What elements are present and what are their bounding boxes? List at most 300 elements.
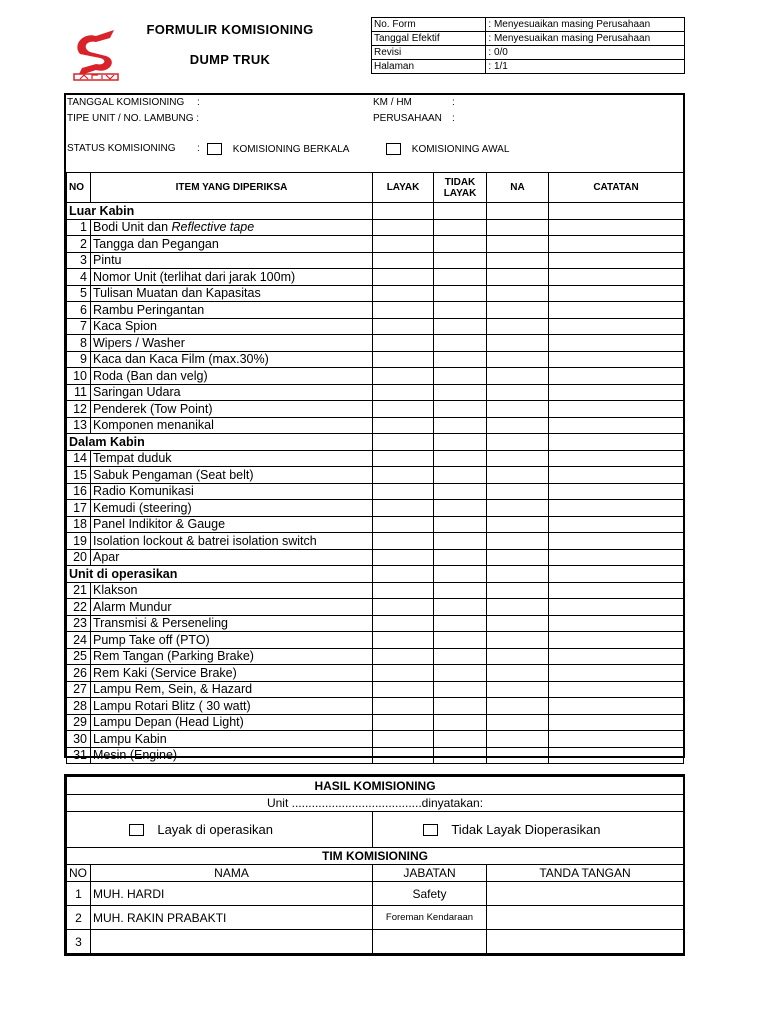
catatan-cell[interactable] <box>549 219 684 236</box>
blank-cell <box>373 203 434 220</box>
item-no: 31 <box>67 747 91 764</box>
item-label <box>91 615 373 632</box>
na-cell[interactable] <box>487 582 549 599</box>
item-label <box>91 285 373 302</box>
na-cell[interactable] <box>487 533 549 550</box>
catatan-cell[interactable] <box>549 747 684 764</box>
item-text: Radio Komunikasi <box>93 484 194 499</box>
section-title: Luar Kabin <box>67 203 373 220</box>
tidak-layak-cell[interactable] <box>434 335 487 352</box>
item-no: 26 <box>67 665 91 682</box>
tidak-layak-cell[interactable] <box>434 450 487 467</box>
layak-cell[interactable] <box>373 318 434 335</box>
na-cell[interactable] <box>487 417 549 434</box>
catatan-cell[interactable] <box>549 467 684 484</box>
item-no: 5 <box>67 285 91 302</box>
na-cell[interactable] <box>487 500 549 517</box>
layak-cell[interactable] <box>373 599 434 616</box>
layak-cell[interactable] <box>373 698 434 715</box>
checklist-row <box>67 698 684 715</box>
na-cell[interactable] <box>487 681 549 698</box>
checklist-row <box>67 219 684 236</box>
tidak-layak-label: Tidak Layak Dioperasikan <box>451 821 601 837</box>
layak-cell[interactable] <box>373 368 434 385</box>
catatan-cell[interactable] <box>549 599 684 616</box>
tidak-layak-cell[interactable] <box>434 698 487 715</box>
na-cell[interactable] <box>487 665 549 682</box>
item-no: 4 <box>67 269 91 286</box>
tidak-layak-cell[interactable] <box>434 318 487 335</box>
blank-cell <box>434 566 487 583</box>
item-text: Transmisi & Perseneling <box>93 616 229 631</box>
status-colon: : <box>197 143 200 154</box>
checklist-row <box>67 450 684 467</box>
tim-ttd-cell[interactable] <box>487 930 684 954</box>
tidak-layak-cell[interactable] <box>434 417 487 434</box>
na-cell[interactable] <box>487 747 549 764</box>
layak-cell[interactable] <box>373 384 434 401</box>
checklist-row <box>67 351 684 368</box>
item-no: 15 <box>67 467 91 484</box>
tidak-layak-cell[interactable] <box>434 747 487 764</box>
catatan-cell[interactable] <box>549 533 684 550</box>
tanggal-colon: : <box>197 97 200 108</box>
na-cell[interactable] <box>487 269 549 286</box>
na-cell[interactable] <box>487 302 549 319</box>
company-logo <box>70 26 122 82</box>
section-row <box>67 203 684 220</box>
col-na: NA <box>487 173 549 203</box>
layak-cell[interactable] <box>373 252 434 269</box>
layak-cell[interactable] <box>373 714 434 731</box>
berkala-option[interactable] <box>207 143 349 155</box>
layak-option[interactable] <box>67 812 373 848</box>
tidak-layak-cell[interactable] <box>434 500 487 517</box>
blank-cell <box>549 203 684 220</box>
item-no: 2 <box>67 236 91 253</box>
meta-row <box>372 32 685 46</box>
item-no: 22 <box>67 599 91 616</box>
checklist-row <box>67 681 684 698</box>
na-cell[interactable] <box>487 219 549 236</box>
meta-label: No. Form <box>372 18 486 32</box>
tidak-layak-cell[interactable] <box>434 665 487 682</box>
item-no: 17 <box>67 500 91 517</box>
catatan-cell[interactable] <box>549 368 684 385</box>
catatan-cell[interactable] <box>549 648 684 665</box>
section-row <box>67 566 684 583</box>
hasil-title: HASIL KOMISIONING <box>67 777 684 795</box>
na-cell[interactable] <box>487 384 549 401</box>
blank-cell <box>487 434 549 451</box>
checklist-row <box>67 533 684 550</box>
col-layak: LAYAK <box>373 173 434 203</box>
item-label <box>91 698 373 715</box>
blank-cell <box>549 566 684 583</box>
item-text: Mesin (Engine) <box>93 748 178 763</box>
item-label <box>91 335 373 352</box>
catatan-cell[interactable] <box>549 549 684 566</box>
checklist-row <box>67 401 684 418</box>
layak-cell[interactable] <box>373 467 434 484</box>
tidak-layak-cell[interactable] <box>434 582 487 599</box>
catatan-cell[interactable] <box>549 450 684 467</box>
tim-jabatan: Safety <box>373 882 487 906</box>
item-label <box>91 500 373 517</box>
item-label <box>91 582 373 599</box>
item-label <box>91 533 373 550</box>
tidak-layak-cell[interactable] <box>434 236 487 253</box>
item-label <box>91 219 373 236</box>
tim-jabatan: Foreman Kendaraan <box>373 906 487 930</box>
tidak-layak-cell[interactable] <box>434 269 487 286</box>
catatan-cell[interactable] <box>549 681 684 698</box>
catatan-cell[interactable] <box>549 351 684 368</box>
blank-cell <box>373 566 434 583</box>
item-no: 23 <box>67 615 91 632</box>
meta-label: Revisi <box>372 46 486 60</box>
item-label <box>91 269 373 286</box>
item-no: 8 <box>67 335 91 352</box>
na-cell[interactable] <box>487 236 549 253</box>
meta-value: : Menyesuaikan masing Perusahaan <box>486 32 685 46</box>
tidak-layak-cell[interactable] <box>434 302 487 319</box>
layak-cell[interactable] <box>373 582 434 599</box>
item-text: Bodi Unit dan <box>93 220 172 235</box>
berkala-checkbox[interactable] <box>207 143 222 155</box>
item-text: Roda (Ban dan velg) <box>93 368 208 383</box>
catatan-cell[interactable] <box>549 285 684 302</box>
item-no: 25 <box>67 648 91 665</box>
catatan-cell[interactable] <box>549 401 684 418</box>
item-label <box>91 417 373 434</box>
form-meta-table <box>371 17 685 74</box>
catatan-cell[interactable] <box>549 516 684 533</box>
item-text: Saringan Udara <box>93 385 181 400</box>
item-no: 10 <box>67 368 91 385</box>
checklist-row <box>67 335 684 352</box>
tidak-layak-checkbox[interactable] <box>423 824 438 836</box>
col-no: NO <box>67 173 91 203</box>
item-label <box>91 483 373 500</box>
layak-cell[interactable] <box>373 483 434 500</box>
catatan-cell[interactable] <box>549 615 684 632</box>
awal-checkbox[interactable] <box>386 143 401 155</box>
layak-cell[interactable] <box>373 236 434 253</box>
hasil-table <box>66 776 684 954</box>
item-label <box>91 368 373 385</box>
na-cell[interactable] <box>487 401 549 418</box>
na-cell[interactable] <box>487 714 549 731</box>
na-cell[interactable] <box>487 318 549 335</box>
layak-cell[interactable] <box>373 665 434 682</box>
tidak-layak-cell[interactable] <box>434 384 487 401</box>
blank-cell <box>434 434 487 451</box>
col-catatan: CATATAN <box>549 173 684 203</box>
checklist-row <box>67 714 684 731</box>
layak-cell[interactable] <box>373 533 434 550</box>
meta-value: : Menyesuaikan masing Perusahaan <box>486 18 685 32</box>
checklist-row <box>67 318 684 335</box>
awal-label: KOMISIONING AWAL <box>411 143 510 155</box>
catatan-cell[interactable] <box>549 500 684 517</box>
na-cell[interactable] <box>487 368 549 385</box>
item-text: Kaca Spion <box>93 319 157 334</box>
catatan-cell[interactable] <box>549 302 684 319</box>
layak-cell[interactable] <box>373 615 434 632</box>
item-text: Tangga dan Pegangan <box>93 236 219 251</box>
item-no: 13 <box>67 417 91 434</box>
item-label <box>91 632 373 649</box>
meta-value: : 1/1 <box>486 60 685 74</box>
tim-col-nama: NAMA <box>91 865 373 882</box>
layak-cell[interactable] <box>373 450 434 467</box>
na-cell[interactable] <box>487 285 549 302</box>
item-text: Penderek (Tow Point) <box>93 401 213 416</box>
item-no: 14 <box>67 450 91 467</box>
catatan-cell[interactable] <box>549 731 684 748</box>
form-subtitle: DUMP TRUK <box>189 52 271 67</box>
layak-cell[interactable] <box>373 285 434 302</box>
checklist-row <box>67 368 684 385</box>
tim-title: TIM KOMISIONING <box>67 848 684 865</box>
checklist-table <box>66 172 684 764</box>
berkala-label: KOMISIONING BERKALA <box>232 143 350 155</box>
catatan-cell[interactable] <box>549 582 684 599</box>
item-no: 11 <box>67 384 91 401</box>
blank-cell <box>373 434 434 451</box>
tidak-layak-cell[interactable] <box>434 599 487 616</box>
checklist-row <box>67 582 684 599</box>
checklist-row <box>67 302 684 319</box>
tim-col-ttd: TANDA TANGAN <box>487 865 684 882</box>
tidak-layak-option[interactable] <box>373 812 684 848</box>
layak-cell[interactable] <box>373 747 434 764</box>
blank-cell <box>434 203 487 220</box>
blank-cell <box>487 203 549 220</box>
checklist-header-row <box>67 173 684 203</box>
tidak-layak-cell[interactable] <box>434 533 487 550</box>
checklist-row <box>67 516 684 533</box>
tim-no: 3 <box>67 930 91 954</box>
km-label: KM / HM <box>373 97 412 108</box>
catatan-cell[interactable] <box>549 252 684 269</box>
item-text: Lampu Kabin <box>93 731 167 746</box>
layak-cell[interactable] <box>373 335 434 352</box>
checklist-row <box>67 500 684 517</box>
meta-label: Halaman <box>372 60 486 74</box>
layak-cell[interactable] <box>373 417 434 434</box>
item-label <box>91 599 373 616</box>
item-no: 6 <box>67 302 91 319</box>
layak-cell[interactable] <box>373 219 434 236</box>
tidak-layak-cell[interactable] <box>434 351 487 368</box>
tim-no: 2 <box>67 906 91 930</box>
meta-row <box>372 46 685 60</box>
meta-label: Tanggal Efektif <box>372 32 486 46</box>
layak-cell[interactable] <box>373 648 434 665</box>
layak-cell[interactable] <box>373 269 434 286</box>
na-cell[interactable] <box>487 615 549 632</box>
na-cell[interactable] <box>487 483 549 500</box>
checklist-box <box>64 93 685 763</box>
item-no: 18 <box>67 516 91 533</box>
tidak-layak-cell[interactable] <box>434 401 487 418</box>
tidak-layak-cell[interactable] <box>434 615 487 632</box>
item-label <box>91 302 373 319</box>
tim-row <box>67 906 684 930</box>
item-text-italic: Reflective tape <box>171 220 255 235</box>
tidak-layak-cell[interactable] <box>434 731 487 748</box>
item-label <box>91 549 373 566</box>
perusahaan-label: PERUSAHAAN <box>373 113 442 124</box>
tidak-layak-cell[interactable] <box>434 714 487 731</box>
tidak-layak-cell[interactable] <box>434 516 487 533</box>
layak-cell[interactable] <box>373 731 434 748</box>
layak-checkbox[interactable] <box>129 824 144 836</box>
col-tidak-layak: TIDAK LAYAK <box>434 173 487 203</box>
catatan-cell[interactable] <box>549 698 684 715</box>
item-text: Pintu <box>93 253 122 268</box>
layak-cell[interactable] <box>373 549 434 566</box>
checklist-row <box>67 648 684 665</box>
na-cell[interactable] <box>487 252 549 269</box>
form-title: FORMULIR KOMISIONING <box>146 22 314 37</box>
tidak-layak-cell[interactable] <box>434 285 487 302</box>
tidak-layak-cell[interactable] <box>434 467 487 484</box>
awal-option[interactable] <box>386 143 509 155</box>
tim-row <box>67 882 684 906</box>
item-text: Tulisan Muatan dan Kapasitas <box>93 286 261 301</box>
checklist-row <box>67 632 684 649</box>
tim-nama: MUH. HARDI <box>91 882 373 906</box>
tidak-layak-cell[interactable] <box>434 368 487 385</box>
item-text: Lampu Rotari Blitz ( 30 watt) <box>93 698 251 713</box>
checklist-row <box>67 384 684 401</box>
tim-nama: MUH. RAKIN PRABAKTI <box>91 906 373 930</box>
item-text: Wipers / Washer <box>93 335 185 350</box>
na-cell[interactable] <box>487 335 549 352</box>
checklist-row <box>67 615 684 632</box>
item-label <box>91 681 373 698</box>
item-no: 9 <box>67 351 91 368</box>
hasil-box <box>64 774 685 956</box>
blank-cell <box>487 566 549 583</box>
layak-cell[interactable] <box>373 632 434 649</box>
layak-cell[interactable] <box>373 302 434 319</box>
tidak-layak-cell[interactable] <box>434 549 487 566</box>
item-text: Klakson <box>93 583 138 598</box>
na-cell[interactable] <box>487 731 549 748</box>
tidak-layak-cell[interactable] <box>434 483 487 500</box>
item-label <box>91 516 373 533</box>
item-no: 30 <box>67 731 91 748</box>
na-cell[interactable] <box>487 467 549 484</box>
item-no: 29 <box>67 714 91 731</box>
catatan-cell[interactable] <box>549 384 684 401</box>
layak-cell[interactable] <box>373 500 434 517</box>
tidak-layak-cell[interactable] <box>434 648 487 665</box>
item-no: 1 <box>67 219 91 236</box>
tidak-layak-cell[interactable] <box>434 252 487 269</box>
tidak-layak-cell[interactable] <box>434 632 487 649</box>
item-text: Nomor Unit (terlihat dari jarak 100m) <box>93 269 296 284</box>
catatan-cell[interactable] <box>549 714 684 731</box>
km-colon: : <box>452 97 455 108</box>
tim-nama[interactable] <box>91 930 373 954</box>
item-label <box>91 318 373 335</box>
item-label <box>91 747 373 764</box>
checklist-row <box>67 417 684 434</box>
layak-cell[interactable] <box>373 401 434 418</box>
item-no: 19 <box>67 533 91 550</box>
tidak-layak-cell[interactable] <box>434 681 487 698</box>
meta-row <box>372 60 685 74</box>
tim-ttd-cell[interactable] <box>487 906 684 930</box>
item-no: 3 <box>67 252 91 269</box>
na-cell[interactable] <box>487 698 549 715</box>
checklist-row <box>67 599 684 616</box>
catatan-cell[interactable] <box>549 236 684 253</box>
item-text: Lampu Rem, Sein, & Hazard <box>93 682 253 697</box>
section-title: Unit di operasikan <box>67 566 373 583</box>
tim-jabatan[interactable] <box>373 930 487 954</box>
na-cell[interactable] <box>487 351 549 368</box>
na-cell[interactable] <box>487 450 549 467</box>
catatan-cell[interactable] <box>549 269 684 286</box>
perusahaan-colon: : <box>452 113 455 124</box>
item-label <box>91 714 373 731</box>
na-cell[interactable] <box>487 516 549 533</box>
item-text: Apar <box>93 550 120 565</box>
status-label: STATUS KOMISIONING <box>67 143 176 154</box>
item-text: Lampu Depan (Head Light) <box>93 715 244 730</box>
na-cell[interactable] <box>487 599 549 616</box>
tidak-layak-cell[interactable] <box>434 219 487 236</box>
checklist-row <box>67 269 684 286</box>
layak-cell[interactable] <box>373 681 434 698</box>
tim-col-jabatan: JABATAN <box>373 865 487 882</box>
item-no: 24 <box>67 632 91 649</box>
catatan-cell[interactable] <box>549 632 684 649</box>
layak-cell[interactable] <box>373 351 434 368</box>
item-text: Sabuk Pengaman (Seat belt) <box>93 467 254 482</box>
na-cell[interactable] <box>487 648 549 665</box>
item-text: Pump Take off (PTO) <box>93 632 210 647</box>
item-text: Rem Tangan (Parking Brake) <box>93 649 254 664</box>
item-no: 16 <box>67 483 91 500</box>
catatan-cell[interactable] <box>549 417 684 434</box>
item-label <box>91 252 373 269</box>
na-cell[interactable] <box>487 632 549 649</box>
item-text: Rem Kaki (Service Brake) <box>93 665 237 680</box>
item-label <box>91 384 373 401</box>
checklist-row <box>67 665 684 682</box>
item-no: 28 <box>67 698 91 715</box>
layak-cell[interactable] <box>373 516 434 533</box>
catatan-cell[interactable] <box>549 318 684 335</box>
tim-ttd-cell[interactable] <box>487 882 684 906</box>
item-no: 12 <box>67 401 91 418</box>
catatan-cell[interactable] <box>549 335 684 352</box>
tim-no: 1 <box>67 882 91 906</box>
na-cell[interactable] <box>487 549 549 566</box>
catatan-cell[interactable] <box>549 483 684 500</box>
item-text: Isolation lockout & batrei isolation switch <box>93 533 317 548</box>
catatan-cell[interactable] <box>549 665 684 682</box>
meta-value: : 0/0 <box>486 46 685 60</box>
checklist-row <box>67 747 684 764</box>
